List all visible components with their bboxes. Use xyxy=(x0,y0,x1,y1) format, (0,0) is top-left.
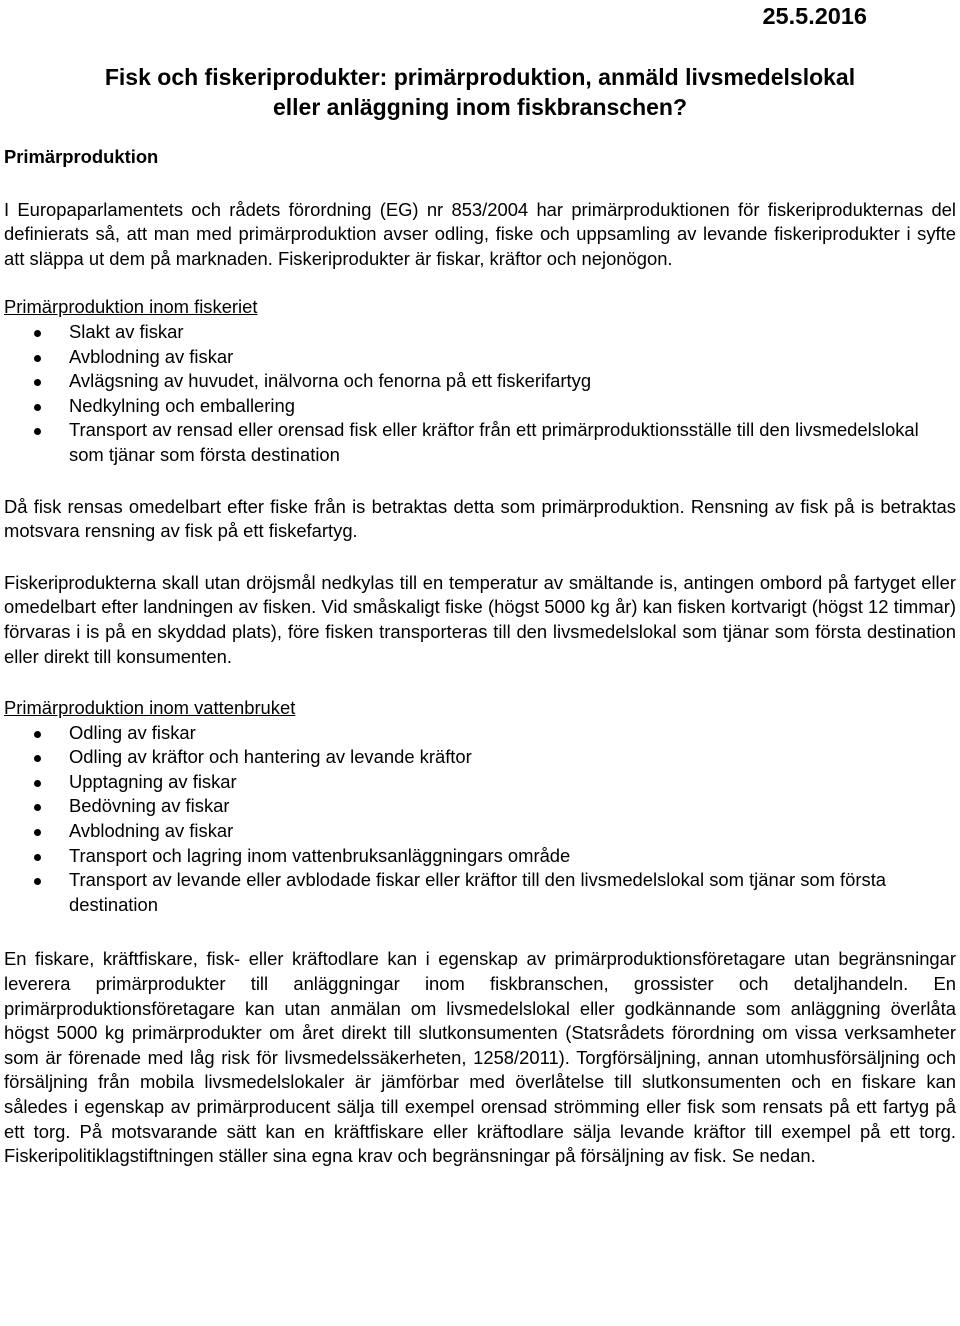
bullet-icon xyxy=(34,330,41,337)
bullet-icon xyxy=(34,379,41,386)
paragraph-rensning: Då fisk rensas omedelbart efter fiske från is betraktas detta som primärproduktion. Rensning av fisk på is betraktas motsvara rensning av fisk på ett fiskefartyg. xyxy=(4,495,956,542)
bullet-icon xyxy=(34,854,41,861)
bullet-icon xyxy=(34,780,41,787)
list-item: Slakt av fiskar xyxy=(4,320,956,345)
title-line-2: eller anläggning inom fiskbranschen? xyxy=(272,94,688,120)
intro-paragraph: I Europaparlamentets och rådets förordning (EG) nr 853/2004 har primärproduktionen för fiskeriprodukternas del definierats så, att man med primärproduktion avser odling, fiske och uppsamling av levande fiskeriprodukter i syfte att släppa ut dem på marknaden. Fiskeriprodukter är fiskar, kräftor och nejonögon. xyxy=(4,198,956,269)
bullet-icon xyxy=(34,428,41,435)
list-item: Transport och lagring inom vattenbruksanläggningars område xyxy=(4,844,956,869)
list-item: Nedkylning och emballering xyxy=(4,394,956,419)
bullet-icon xyxy=(34,404,41,411)
section-heading-vattenbruket: Primärproduktion inom vattenbruket xyxy=(4,697,296,719)
list-item: Upptagning av fiskar xyxy=(4,770,956,795)
bullet-icon xyxy=(34,804,41,811)
list-item: Avblodning av fiskar xyxy=(4,819,956,844)
list-item: Avblodning av fiskar xyxy=(4,345,956,370)
section-heading-fiskeriet: Primärproduktion inom fiskeriet xyxy=(4,296,258,318)
paragraph-forsaljning: En fiskare, kräftfiskare, fisk- eller kräftodlare kan i egenskap av primärproduktionsföretagare utan begränsningar leverera primärprodukter till anläggningar inom fiskbranschen, grossister och detaljhandeln. En primärproduktionsföretagare kan utan anmälan om livsmedelslokal eller godkännande som anläggning överlåta högst 5000 kg primärprodukter om året direkt till slutkonsumenten (Statsrådets förordning om vissa verksamheter som är förenade med låg risk för livsmedelssäkerheten, 1258/2011). Torgförsäljning, annan utomhusförsäljning och försäljning från mobila livsmedelslokaler är jämförbar med överlåtelse till slutkonsumenten och en fiskare kan således i egenskap av primärproducent sälja till exempel orensad strömming eller fisk som rensats på ett fartyg på ett torg. På motsvarande sätt kan en kräftfiskare eller kräftodlare sälja levande kräftor till exempel på ett torg. Fiskeripolitiklagstiftningen ställer sina egna krav och begränsningar på försäljning av fisk. Se nedan. xyxy=(4,948,956,1167)
fiskeriet-list xyxy=(4,320,956,468)
document-title xyxy=(0,62,960,122)
bullet-icon xyxy=(34,829,41,836)
list-item: Odling av kräftor och hantering av levande kräftor xyxy=(4,745,956,770)
paragraph-nedkylning: Fiskeriprodukterna skall utan dröjsmål nedkylas till en temperatur av smältande is, antingen ombord på fartyget eller omedelbart efter landningen av fisken. Vid småskaligt fiske (högst 5000 kg år) kan fisken kortvarigt (högst 12 timmar) förvaras i is på en skyddad plats), före fisken transporteras till den livsmedelslokal som tjänar som första destination eller direkt till konsumenten. xyxy=(4,571,956,667)
bullet-icon xyxy=(34,878,41,885)
list-item: Avlägsning av huvudet, inälvorna och fenorna på ett fiskerifartyg xyxy=(4,369,956,394)
document-body xyxy=(4,145,956,1169)
list-item: Odling av fiskar xyxy=(4,721,956,746)
title-line-1: Fisk och fiskeriprodukter: primärproduktion, anmäld livsmedelslokal xyxy=(104,64,856,90)
list-item: Transport av levande eller avblodade fiskar eller kräftor till den livsmedelslokal som tjänar som första destination xyxy=(4,868,956,917)
bullet-icon xyxy=(34,355,41,362)
list-item: Bedövning av fiskar xyxy=(4,794,956,819)
bullet-icon xyxy=(34,731,41,738)
section-heading-primarproduktion: Primärproduktion xyxy=(4,146,159,167)
vattenbruket-list xyxy=(4,721,956,918)
bullet-icon xyxy=(34,755,41,762)
list-item: Transport av rensad eller orensad fisk eller kräftor från ett primärproduktionsställe till den livsmedelslokal som tjänar som första destination xyxy=(4,418,956,467)
document-date: 25.5.2016 xyxy=(762,3,867,29)
